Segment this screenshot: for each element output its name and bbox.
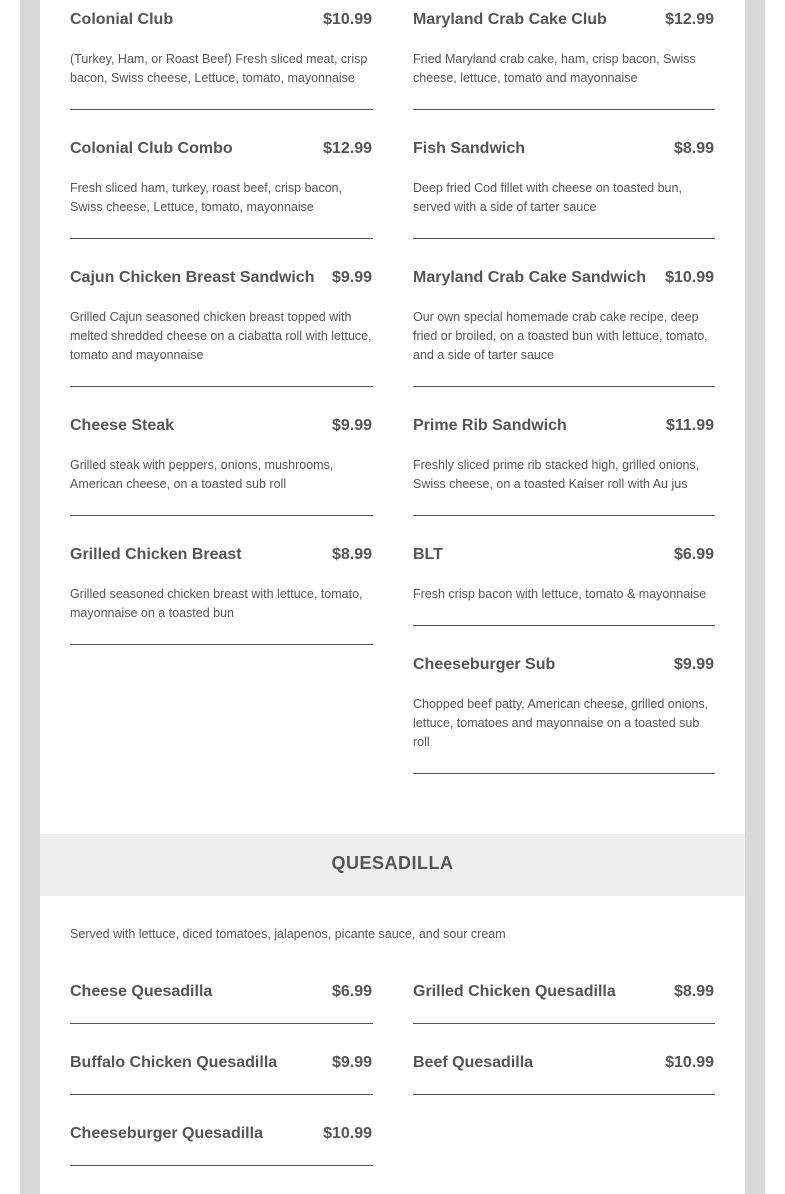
menu-item [70,535,373,645]
menu-item [70,1043,373,1095]
section-note: Served with lettuce, diced tomatoes, jalapenos, picante sauce, and sour cream [70,927,506,941]
item-description: Our own special homemade crab cake recipe, deep fried or broiled, on a toasted bun with lettuce, tomato, and a side of tarter sauce [413,310,708,362]
item-description: Deep fried Cod fillet with cheese on toasted bun, served with a side of tarter sauce [413,181,682,214]
menu-item [70,972,373,1024]
menu-item [413,129,715,239]
item-description: Fresh sliced ham, turkey, roast beef, crisp bacon, Swiss cheese, Lettuce, tomato, mayonnaise [70,181,343,214]
menu-item [70,129,373,239]
item-name: Colonial Club Combo [70,140,233,157]
section-title: QUESADILLA [331,853,454,873]
item-price: $10.99 [323,11,372,28]
menu-item [413,972,715,1024]
item-price: $9.99 [331,269,372,286]
item-description: Grilled steak with peppers, onions, mushrooms, American cheese, on a toasted sub roll [70,458,334,491]
item-name: Cajun Chicken Breast Sandwich [70,269,315,286]
menu-item [413,0,715,110]
item-name: Cheese Quesadilla [70,983,213,1000]
item-name: Beef Quesadilla [413,1054,534,1071]
item-price: $10.99 [665,269,714,286]
item-name: BLT [413,546,443,563]
item-name: Maryland Crab Cake Club [413,11,607,28]
item-name: Prime Rib Sandwich [413,417,567,434]
section-header [40,834,745,896]
item-name: Maryland Crab Cake Sandwich [413,269,646,286]
item-price: $12.99 [665,11,714,28]
item-description: Fried Maryland crab cake, ham, crisp bacon, Swiss cheese, lettuce, tomato and mayonnaise [413,52,696,85]
item-description: Freshly sliced prime rib stacked high, grilled onions, Swiss cheese, on a toasted Kaiser roll with Au jus [413,458,700,491]
item-name: Buffalo Chicken Quesadilla [70,1054,278,1071]
item-price: $9.99 [673,656,714,673]
menu-item [413,258,715,387]
menu-item [70,406,373,516]
item-description: Fresh crisp bacon with lettuce, tomato & mayonnaise [413,587,707,601]
item-price: $8.99 [673,140,714,157]
menu-item [70,258,373,387]
menu-item [413,1043,715,1095]
item-description: (Turkey, Ham, or Roast Beef) Fresh sliced meat, crisp bacon, Swiss cheese, Lettuce, tomato, mayonnaise [70,52,368,85]
item-price: $6.99 [673,546,714,563]
item-name: Colonial Club [70,11,174,28]
item-price: $12.99 [323,140,372,157]
item-name: Cheese Steak [70,417,175,434]
item-price: $8.99 [673,983,714,1000]
item-name: Cheeseburger Quesadilla [70,1125,263,1142]
item-description: Grilled Cajun seasoned chicken breast topped with melted shredded cheese on a ciabatta roll with lettuce, tomato and mayonnaise [70,310,372,362]
item-name: Cheeseburger Sub [413,656,556,673]
menu-item [413,645,715,774]
item-name: Grilled Chicken Breast [70,546,242,563]
item-price: $9.99 [331,1054,372,1071]
menu-item [70,1114,373,1166]
item-price: $6.99 [331,983,372,1000]
item-price: $10.99 [323,1125,372,1142]
item-price: $11.99 [665,417,714,434]
item-name: Grilled Chicken Quesadilla [413,983,616,1000]
item-description: Chopped beef patty, American cheese, grilled onions, lettuce, tomatoes and mayonnaise on a toasted sub roll [413,697,709,749]
menu-item [413,535,715,626]
menu-item [70,0,373,110]
menu-item [413,406,715,516]
item-price: $8.99 [331,546,372,563]
item-description: Grilled seasoned chicken breast with lettuce, tomato, mayonnaise on a toasted bun [70,587,363,620]
item-price: $9.99 [331,417,372,434]
item-price: $10.99 [665,1054,714,1071]
item-name: Fish Sandwich [413,140,526,157]
